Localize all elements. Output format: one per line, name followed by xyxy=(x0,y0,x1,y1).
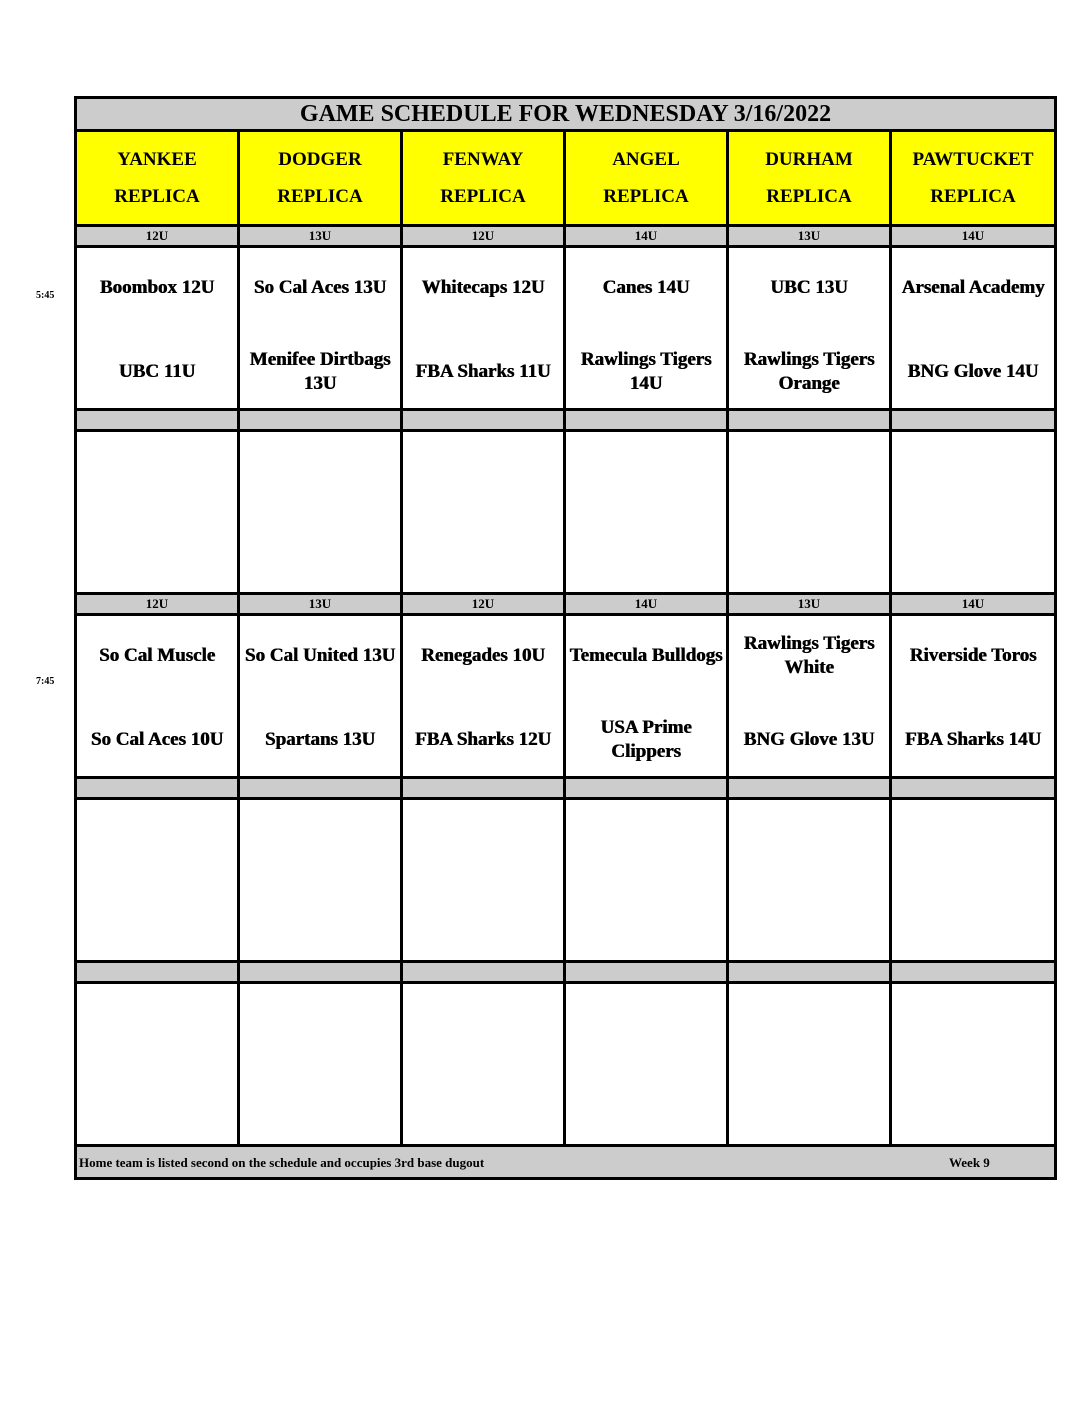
field-name: PAWTUCKET xyxy=(912,149,1034,170)
game-cell xyxy=(239,247,402,410)
away-team: Whitecaps 12U xyxy=(421,277,545,298)
age-division: 12U xyxy=(402,226,565,247)
field-subname: REPLICA xyxy=(766,186,852,207)
spacer-cell xyxy=(76,410,239,431)
spacer-cell xyxy=(891,962,1056,983)
spacer-cell xyxy=(728,962,891,983)
field-subname: REPLICA xyxy=(277,186,363,207)
away-team: Boombox 12U xyxy=(99,277,215,298)
game-cell xyxy=(891,247,1056,410)
spacer-cell xyxy=(402,962,565,983)
spacer-cell xyxy=(402,778,565,799)
away-team: UBC 13U xyxy=(770,277,848,298)
empty-cell xyxy=(565,799,728,962)
empty-cell xyxy=(76,983,239,1146)
empty-cell xyxy=(891,431,1056,594)
game-cell xyxy=(728,615,891,778)
empty-cell xyxy=(402,431,565,594)
spacer-cell xyxy=(891,778,1056,799)
time-label-slot-1: 5:45 xyxy=(36,290,55,301)
spacer-cell xyxy=(565,778,728,799)
spacer-cell xyxy=(76,778,239,799)
field-header xyxy=(402,131,565,226)
game-cell xyxy=(728,247,891,410)
field-header xyxy=(565,131,728,226)
empty-cell xyxy=(728,431,891,594)
away-team: Arsenal Academy xyxy=(901,277,1045,298)
home-team: Rawlings Tigers Orange xyxy=(743,349,875,394)
week-label: Week 9 xyxy=(949,1155,990,1170)
schedule-table xyxy=(74,96,1057,1180)
empty-cell xyxy=(728,799,891,962)
spacer-row xyxy=(76,410,1056,431)
spacer-row xyxy=(76,962,1056,983)
field-name: DODGER xyxy=(278,149,362,170)
game-row xyxy=(76,615,1056,778)
game-cell xyxy=(565,247,728,410)
empty-cell xyxy=(76,799,239,962)
game-cell xyxy=(76,615,239,778)
empty-cell xyxy=(891,799,1056,962)
empty-cell xyxy=(565,431,728,594)
time-label-slot-2: 7:45 xyxy=(36,676,55,687)
age-row xyxy=(76,226,1056,247)
field-subname: REPLICA xyxy=(603,186,689,207)
away-team: Rawlings Tigers White xyxy=(743,633,875,678)
schedule-footer xyxy=(76,1146,1056,1179)
game-cell xyxy=(891,615,1056,778)
home-team: BNG Glove 13U xyxy=(743,729,875,750)
game-cell xyxy=(565,615,728,778)
game-row xyxy=(76,247,1056,410)
spacer-cell xyxy=(565,410,728,431)
game-cell xyxy=(239,615,402,778)
field-header xyxy=(239,131,402,226)
empty-cell xyxy=(76,431,239,594)
age-division: 13U xyxy=(239,594,402,615)
field-name: DURHAM xyxy=(765,149,853,170)
home-team: FBA Sharks 14U xyxy=(904,729,1042,750)
empty-cell xyxy=(239,799,402,962)
age-division: 13U xyxy=(728,594,891,615)
empty-game-row xyxy=(76,431,1056,594)
home-team: Spartans 13U xyxy=(264,729,376,750)
field-name: ANGEL xyxy=(612,149,680,170)
age-division: 14U xyxy=(565,226,728,247)
field-subname: REPLICA xyxy=(114,186,200,207)
game-cell xyxy=(402,247,565,410)
age-division: 13U xyxy=(728,226,891,247)
away-team: Renegades 10U xyxy=(420,645,546,666)
empty-game-row xyxy=(76,799,1056,962)
empty-cell xyxy=(402,983,565,1146)
age-division: 14U xyxy=(891,594,1056,615)
home-team: BNG Glove 14U xyxy=(907,361,1039,382)
home-team: FBA Sharks 11U xyxy=(415,361,551,382)
age-division: 14U xyxy=(565,594,728,615)
away-team: So Cal United 13U xyxy=(244,645,396,666)
empty-cell xyxy=(891,983,1056,1146)
home-team: USA Prime Clippers xyxy=(600,717,692,762)
spacer-cell xyxy=(76,962,239,983)
age-division: 12U xyxy=(76,594,239,615)
field-subname: REPLICA xyxy=(440,186,526,207)
game-cell xyxy=(76,247,239,410)
game-cell xyxy=(402,615,565,778)
age-division: 12U xyxy=(76,226,239,247)
spacer-cell xyxy=(728,410,891,431)
schedule-title: GAME SCHEDULE FOR WEDNESDAY 3/16/2022 xyxy=(76,98,1056,131)
away-team: Riverside Toros xyxy=(909,645,1037,666)
field-name: FENWAY xyxy=(442,149,524,170)
age-division: 14U xyxy=(891,226,1056,247)
field-header xyxy=(891,131,1056,226)
age-division: 13U xyxy=(239,226,402,247)
home-team: So Cal Aces 10U xyxy=(90,729,224,750)
field-header-row xyxy=(76,131,1056,226)
home-team-note: Home team is listed second on the schedule and occupies 3rd base dugout xyxy=(79,1155,485,1170)
empty-game-row xyxy=(76,983,1056,1146)
field-name: YANKEE xyxy=(117,149,197,170)
empty-cell xyxy=(728,983,891,1146)
empty-cell xyxy=(565,983,728,1146)
age-division: 12U xyxy=(402,594,565,615)
field-header xyxy=(728,131,891,226)
spacer-cell xyxy=(402,410,565,431)
field-header xyxy=(76,131,239,226)
empty-cell xyxy=(239,983,402,1146)
away-team: So Cal Aces 13U xyxy=(253,277,387,298)
home-team: Menifee Dirtbags 13U xyxy=(249,349,391,394)
away-team: Canes 14U xyxy=(602,277,690,298)
spacer-cell xyxy=(239,778,402,799)
empty-cell xyxy=(239,431,402,594)
spacer-cell xyxy=(728,778,891,799)
home-team: FBA Sharks 12U xyxy=(414,729,552,750)
field-subname: REPLICA xyxy=(930,186,1016,207)
age-row xyxy=(76,594,1056,615)
spacer-cell xyxy=(239,962,402,983)
away-team: Temecula Bulldogs xyxy=(569,645,723,666)
home-team: Rawlings Tigers 14U xyxy=(580,349,712,394)
spacer-cell xyxy=(239,410,402,431)
home-team: UBC 11U xyxy=(118,361,196,382)
spacer-row xyxy=(76,778,1056,799)
away-team: So Cal Muscle xyxy=(98,645,216,666)
empty-cell xyxy=(402,799,565,962)
spacer-cell xyxy=(565,962,728,983)
spacer-cell xyxy=(891,410,1056,431)
